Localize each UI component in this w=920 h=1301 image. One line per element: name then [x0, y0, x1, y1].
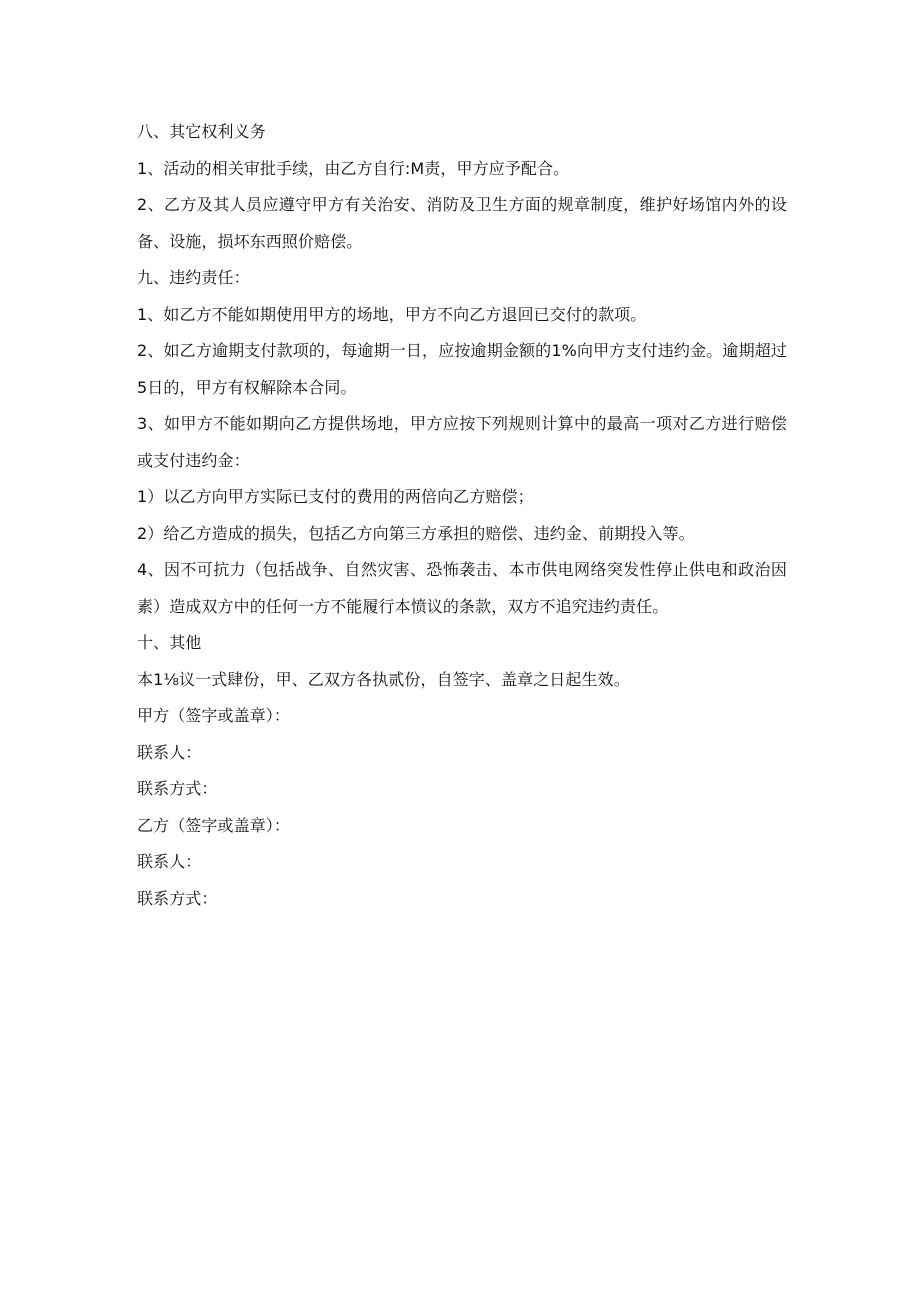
- clause-force-majeure: 4、因不可抗力（包括战争、自然灾害、恐怖袭击、本市供电网络突发性停止供电和政治因素）造成双方中的任何一方不能履行本愤议的条款，双方不追究违约责任。: [137, 560, 787, 616]
- clause-compensation-2: 2）给乙方造成的损失，包括乙方向第三方承担的赔偿、违约金、前期投入等。: [137, 523, 695, 543]
- section-heading-liability: 九、违约责任：: [137, 268, 250, 287]
- clause-late-payment: 2、如乙方逾期支付款项的，每逾期一日，应按逾期金额的1%向甲方支付违约金。逾期超过5日的，甲方有权解除本合同。: [137, 341, 787, 397]
- clause-compensation-1: 1）以乙方向甲方实际已支付的费用的两倍向乙方赔偿；: [137, 487, 534, 506]
- party-a-signature-label: 甲方（签字或盖章）：: [137, 706, 291, 725]
- contract-body: [137, 114, 787, 917]
- clause-venue-failure: 3、如甲方不能如期向乙方提供场地，甲方应按下列规则计算中的最高一项对乙方进行赔偿或支付违约金：: [137, 414, 787, 470]
- party-b-contact-label: 联系人：: [137, 852, 202, 871]
- clause-approval: 1、活动的相关审批手续，由乙方自行:M责，甲方应予配合。: [137, 158, 570, 178]
- clause-copies: 本1⅛议一式肆份，甲、乙双方各执贰份，自签字、盖章之日起生效。: [137, 669, 630, 689]
- section-heading-rights: 八、其它权利义务: [137, 122, 266, 141]
- party-a-contact-label: 联系人：: [137, 742, 202, 762]
- clause-regulations: 2、乙方及其人员应遵守甲方有关治安、消防及卫生方面的规章制度，维护好场馆内外的设备、设施，损坏东西照价赔偿。: [137, 195, 787, 251]
- party-a-method-label: 联系方式：: [137, 779, 218, 798]
- party-b-method-label: 联系方式：: [137, 888, 218, 908]
- section-heading-other: 十、其他: [137, 633, 202, 652]
- party-b-signature-label: 乙方（签字或盖章）：: [137, 815, 291, 835]
- clause-no-refund: 1、如乙方不能如期使用甲方的场地，甲方不向乙方退回已交付的款项。: [137, 304, 647, 324]
